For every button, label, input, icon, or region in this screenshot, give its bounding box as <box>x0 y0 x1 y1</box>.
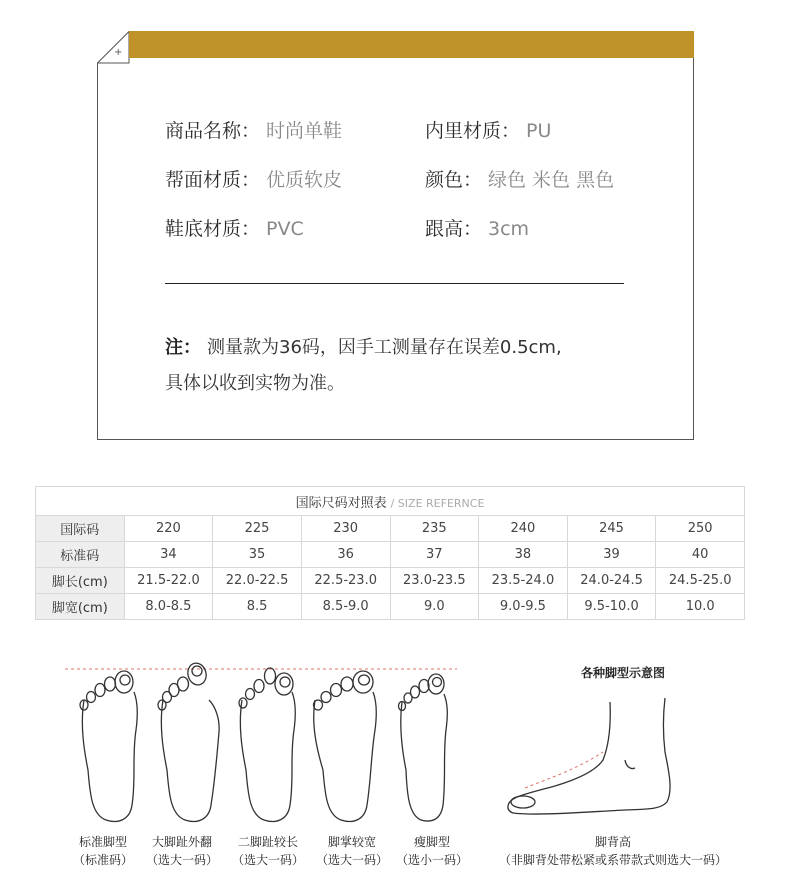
foot-label-wide <box>307 833 397 869</box>
info-key: 颜色： <box>425 169 483 191</box>
table-cell: 37 <box>390 542 479 568</box>
table-cell: 35 <box>213 542 302 568</box>
diagram-title: 各种脚型示意图 <box>580 666 665 680</box>
table-cell: 220 <box>124 516 213 542</box>
info-row-color <box>425 168 614 192</box>
table-cell: 235 <box>390 516 479 542</box>
table-title-cn: 国际尺码对照表 <box>295 495 387 511</box>
table-cell: 8.5 <box>213 594 302 620</box>
table-cell: 10.0 <box>656 594 745 620</box>
table-cell: 21.5-22.0 <box>124 568 213 594</box>
table-row <box>36 516 745 542</box>
slim-foot-icon <box>399 674 448 821</box>
info-row-heel-height <box>425 217 529 241</box>
foot-type-name: 瘦脚型 <box>413 835 450 849</box>
table-cell: 9.0 <box>390 594 479 620</box>
table-title-row <box>36 487 745 516</box>
table-cell: 23.0-23.5 <box>390 568 479 594</box>
bunion-foot-icon <box>158 661 219 821</box>
info-key: 跟高： <box>425 218 483 240</box>
info-value: 3cm <box>488 218 530 240</box>
wide-foot-icon <box>314 671 377 821</box>
foot-shapes-diagram <box>60 660 460 830</box>
foot-type-name: 标准脚型 <box>78 835 127 849</box>
info-key: 鞋底材质： <box>165 218 261 240</box>
row-header: 脚宽(cm) <box>36 594 125 620</box>
row-header: 脚长(cm) <box>36 568 125 594</box>
table-cell: 24.5-25.0 <box>656 568 745 594</box>
info-row-upper-material <box>165 168 342 192</box>
foot-type-advice: （选大一码） <box>231 853 304 867</box>
size-reference-table <box>35 486 745 620</box>
instep-name: 脚背高 <box>594 835 631 849</box>
table-cell: 34 <box>124 542 213 568</box>
info-row-lining-material <box>425 119 551 143</box>
row-header: 标准码 <box>36 542 125 568</box>
info-value: PVC <box>266 218 304 240</box>
note-line-2: 具体以收到实物为准。 <box>165 373 345 394</box>
table-cell: 240 <box>479 516 568 542</box>
foot-label-standard <box>58 833 148 869</box>
product-info-card <box>97 31 694 440</box>
info-key: 商品名称： <box>165 120 261 142</box>
info-value: 优质软皮 <box>266 169 343 191</box>
table-cell: 8.0-8.5 <box>124 594 213 620</box>
high-instep-foot-icon <box>495 690 690 820</box>
instep-label <box>488 833 738 869</box>
foot-type-name: 脚掌较宽 <box>327 835 376 849</box>
row-header: 国际码 <box>36 516 125 542</box>
info-key: 内里材质： <box>425 120 521 142</box>
foot-type-advice: （标准码） <box>72 853 133 867</box>
card-header-bar <box>129 31 694 58</box>
foot-type-advice: （选大一码） <box>145 853 218 867</box>
table-row <box>36 568 745 594</box>
table-cell: 39 <box>567 542 656 568</box>
table-cell: 40 <box>656 542 745 568</box>
foot-label-slim <box>387 833 477 869</box>
table-cell: 230 <box>301 516 390 542</box>
corner-plus-icon: + <box>114 47 123 58</box>
standard-foot-icon <box>80 671 137 821</box>
foot-type-name: 二脚趾较长 <box>237 835 298 849</box>
table-cell: 38 <box>479 542 568 568</box>
note-text-1: 测量款为36码，因手工测量存在误差0.5cm, <box>207 337 562 358</box>
info-key: 帮面材质： <box>165 169 261 191</box>
table-cell: 250 <box>656 516 745 542</box>
foot-label-bunion <box>137 833 227 869</box>
info-row-sole-material <box>165 217 304 241</box>
table-cell: 23.5-24.0 <box>479 568 568 594</box>
table-cell: 36 <box>301 542 390 568</box>
foot-type-advice: （选小一码） <box>395 853 468 867</box>
table-cell: 24.0-24.5 <box>567 568 656 594</box>
note-key: 注： <box>165 337 201 358</box>
info-value: 绿色 米色 黑色 <box>488 169 615 191</box>
table-cell: 8.5-9.0 <box>301 594 390 620</box>
info-row-product-name <box>165 119 342 143</box>
table-row <box>36 594 745 620</box>
table-row <box>36 542 745 568</box>
table-cell: 245 <box>567 516 656 542</box>
foot-label-long-second-toe <box>223 833 313 869</box>
table-cell: 225 <box>213 516 302 542</box>
table-cell: 9.5-10.0 <box>567 594 656 620</box>
instep-advice: （非脚背处带松紧或系带款式则选大一码） <box>498 853 727 867</box>
info-value: PU <box>526 120 552 142</box>
foot-type-name: 大脚趾外翻 <box>151 835 212 849</box>
table-cell: 9.0-9.5 <box>479 594 568 620</box>
table-title-en: / SIZE REFERNCE <box>390 496 485 510</box>
info-value: 时尚单鞋 <box>266 120 343 142</box>
long-second-toe-foot-icon <box>239 668 295 821</box>
note-line-1 <box>165 336 562 360</box>
foot-type-advice: （选大一码） <box>315 853 388 867</box>
table-title <box>36 487 745 516</box>
table-cell: 22.0-22.5 <box>213 568 302 594</box>
table-cell: 22.5-23.0 <box>301 568 390 594</box>
divider <box>165 283 624 284</box>
